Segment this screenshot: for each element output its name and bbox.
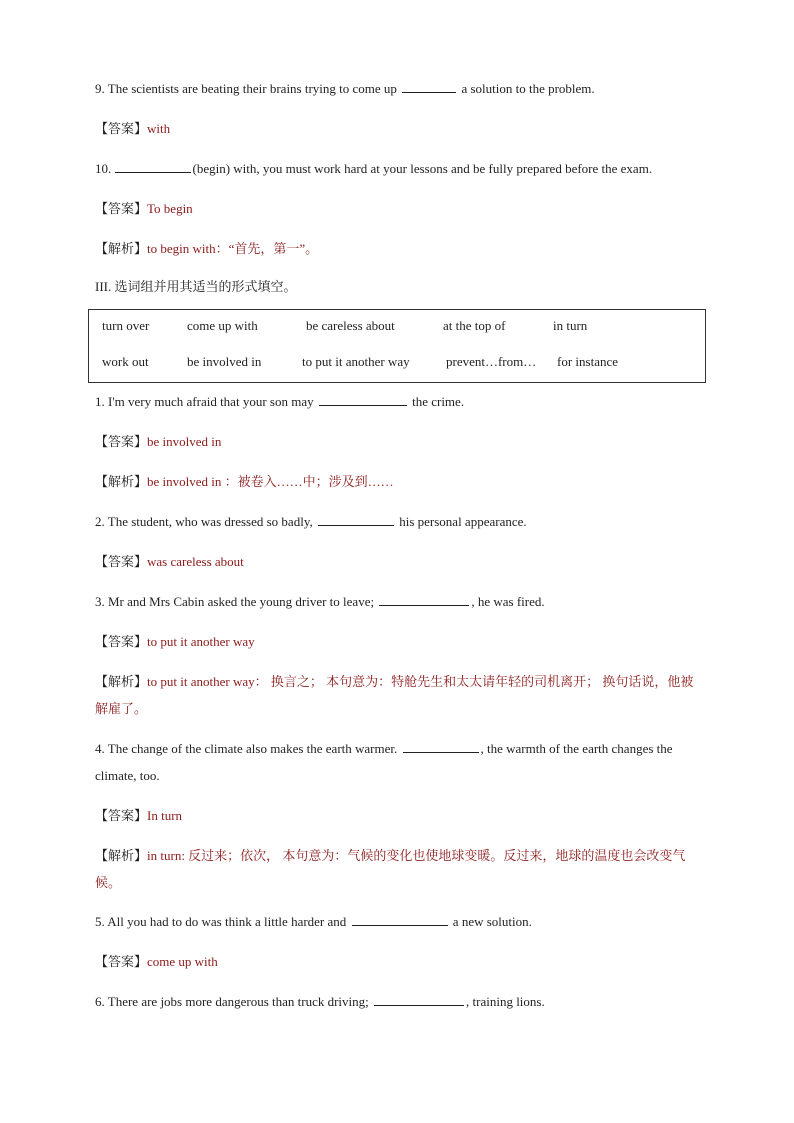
question-9 (95, 75, 595, 102)
answer-tag: 【答案】 (95, 121, 148, 136)
answer-value: was careless about (147, 554, 244, 569)
phrase-item: prevent…from… (446, 354, 537, 369)
phrase-item: for instance (557, 354, 619, 369)
question-text: 6. There are jobs more dangerous than truck driving; (95, 994, 369, 1009)
question-text: his personal appearance. (399, 514, 527, 529)
phrase-item: turn over (102, 318, 150, 333)
answer-tag: 【答案】 (95, 954, 148, 969)
question-1 (95, 388, 464, 415)
question-2 (95, 508, 527, 535)
explanation-text: in turn: 反过来；依次， 本句意为：气候的变化也使地球变暖。反过来，地球的温度也会改变气候。 (95, 848, 686, 890)
answer-2 (95, 548, 244, 575)
phrase-item: to put it another way (302, 354, 410, 369)
question-text: , he was fired. (471, 594, 545, 609)
answer-tag: 【答案】 (95, 634, 148, 649)
question-text: a new solution. (452, 914, 532, 929)
question-text: , training lions. (466, 994, 545, 1009)
answer-9 (95, 115, 170, 142)
question-text: a solution to the problem. (461, 81, 595, 96)
explanation-text: to put it another way： 换言之； 本句意为：特舱先生和太太请年轻的司机离开； 换句话说，他被解雇了。 (95, 674, 694, 716)
explanation-3 (95, 668, 701, 722)
answer-1 (95, 428, 221, 455)
question-text: (begin) with, you must work hard at your lessons and be fully prepared before the exam. (192, 161, 653, 176)
answer-value: be involved in (147, 434, 222, 449)
phrase-item: in turn (553, 318, 588, 333)
explanation-text: to begin with：“首先，第一”。 (147, 241, 319, 256)
question-text: 9. The scientists are beating their brains trying to come up (95, 81, 397, 96)
answer-value: with (147, 121, 171, 136)
section-heading: III. 选词组并用其适当的形式填空。 (95, 279, 297, 294)
answer-blank (402, 79, 456, 93)
phrase-item: work out (102, 354, 149, 369)
answer-blank (115, 159, 191, 173)
question-5 (95, 908, 532, 935)
explanation-4 (95, 842, 701, 896)
question-text: 1. I'm very much afraid that your son may (95, 394, 314, 409)
question-number: 10. (95, 161, 112, 176)
explanation-tag: 【解析】 (95, 474, 148, 489)
answer-blank (352, 912, 448, 926)
phrase-item: be involved in (187, 354, 262, 369)
question-text: 2. The student, who was dressed so badly, (95, 514, 313, 529)
answer-4 (95, 802, 182, 829)
answer-5 (95, 948, 218, 975)
explanation-1 (95, 468, 394, 495)
answer-blank (318, 512, 394, 526)
answer-blank (379, 592, 469, 606)
explanation-tag: 【解析】 (95, 674, 148, 689)
answer-10 (95, 195, 193, 222)
phrase-item: at the top of (443, 318, 506, 333)
answer-value: In turn (147, 808, 183, 823)
answer-value: come up with (147, 954, 218, 969)
answer-blank (319, 392, 407, 406)
explanation-10 (95, 235, 318, 262)
answer-tag: 【答案】 (95, 434, 148, 449)
question-text: , the warmth of the earth changes the climate, too. (95, 741, 673, 783)
question-3 (95, 588, 545, 615)
explanation-tag: 【解析】 (95, 848, 148, 863)
explanation-tag: 【解析】 (95, 241, 148, 256)
answer-blank (403, 739, 479, 753)
question-10 (95, 155, 652, 182)
phrase-item: come up with (187, 318, 258, 333)
phrase-item: be careless about (306, 318, 395, 333)
answer-3 (95, 628, 255, 655)
question-text: 4. The change of the climate also makes the earth warmer. (95, 741, 398, 756)
answer-value: to put it another way (147, 634, 255, 649)
answer-value: To begin (147, 201, 193, 216)
question-text: 3. Mr and Mrs Cabin asked the young driver to leave; (95, 594, 375, 609)
phrase-box (88, 309, 706, 383)
question-text: 5. All you had to do was think a little harder and (95, 914, 347, 929)
answer-tag: 【答案】 (95, 554, 148, 569)
answer-tag: 【答案】 (95, 808, 148, 823)
answer-tag: 【答案】 (95, 201, 148, 216)
question-text: the crime. (412, 394, 465, 409)
question-6 (95, 988, 545, 1015)
answer-blank (374, 992, 464, 1006)
question-4 (95, 735, 701, 789)
explanation-text: be involved in ：被卷入……中；涉及到…… (147, 474, 394, 489)
